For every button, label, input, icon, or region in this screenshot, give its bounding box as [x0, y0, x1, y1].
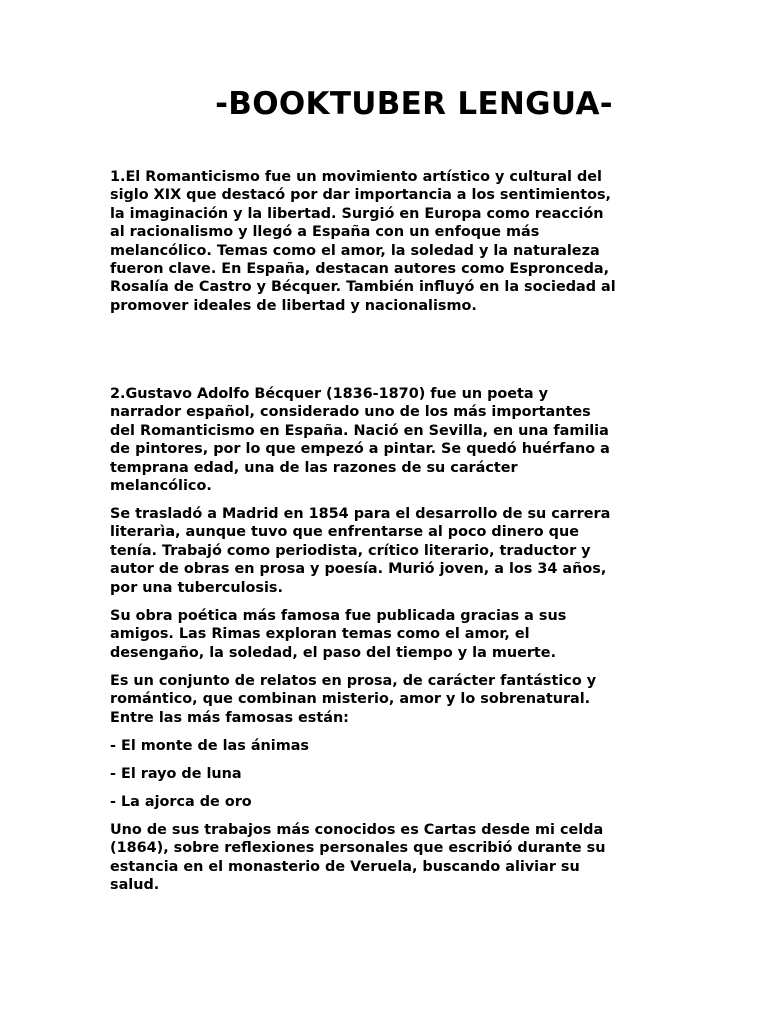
list-item: - La ajorca de oro: [110, 794, 252, 810]
paragraph-cartas: Uno de sus trabajos más conocidos es Cartas desde mi celda (1864), sobre reflexiones personales que escribió durante su estancia en el monasterio de Veruela, buscando aliviar su salud.: [110, 822, 606, 894]
paragraph-romanticismo: 1.El Romanticismo fue un movimiento artístico y cultural del siglo XIX que destacó por dar importancia a los sentimientos, la imaginación y la libertad. Surgió en Europa como reacción al racionalismo y llegó a España con un enfoque más melancólico. Temas como el amor, la soledad y la naturaleza fueron clave. En España, destacan autores como Espronceda, Rosalía de Castro y Bécquer. También influyó en la sociedad al promover ideales de libertad y nacionalismo.: [110, 169, 616, 314]
paragraph-rimas: Su obra poética más famosa fue publicada gracias a sus amigos. Las Rimas exploran temas como el amor, el desengaño, la soledad, el paso del tiempo y la muerte.: [110, 608, 567, 661]
document-title: -BOOKTUBER LENGUA-: [215, 86, 613, 122]
list-item: - El rayo de luna: [110, 766, 242, 782]
paragraph-madrid-career: Se trasladó a Madrid en 1854 para el desarrollo de su carrera literarìa, aunque tuvo que enfrentarse al poco dinero que tenía. Trabajó como periodista, crítico literario, traductor y autor de obras en prosa y poesía. Murió joven, a los 34 años, por una tuberculosis.: [110, 506, 611, 596]
paragraph-leyendas: Es un conjunto de relatos en prosa, de carácter fantástico y romántico, que combinan misterio, amor y lo sobrenatural. Entre las más famosas están:: [110, 673, 597, 726]
paragraph-becquer-bio: 2.Gustavo Adolfo Bécquer (1836-1870) fue un poeta y narrador español, considerado uno de los más importantes del Romanticismo en España. Nació en Sevilla, en una familia de pintores, por lo que empezó a pintar. Se quedó huérfano a temprana edad, una de las razones de su carácter melancólico.: [110, 386, 610, 495]
list-item: - El monte de las ánimas: [110, 738, 309, 754]
